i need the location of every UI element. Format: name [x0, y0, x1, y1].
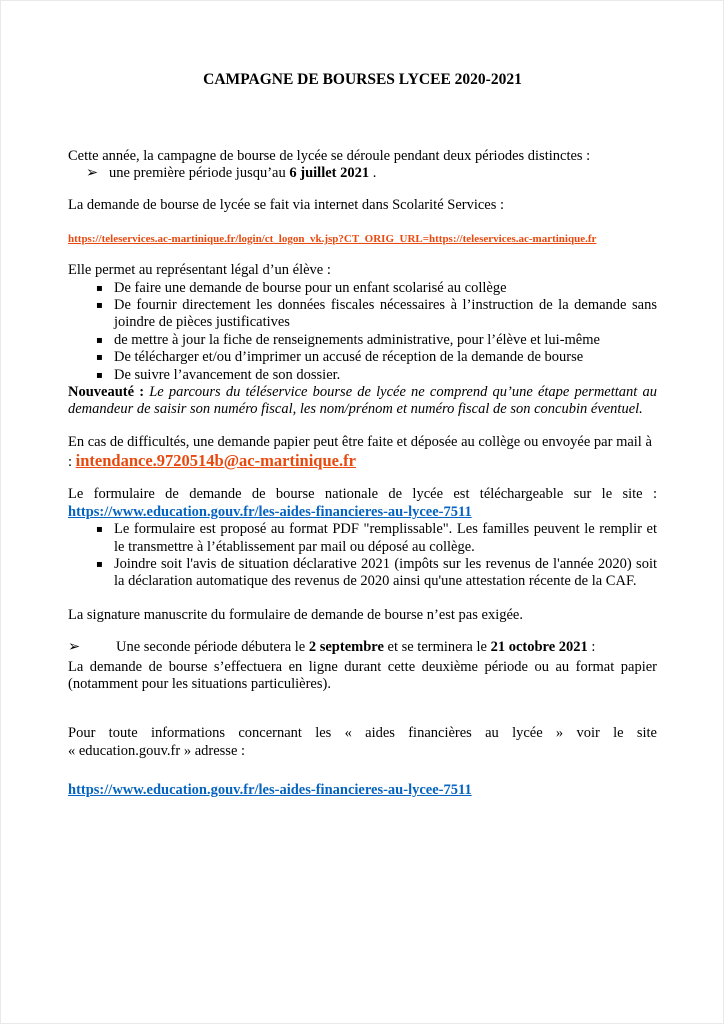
period2-text — [116, 639, 595, 656]
square-bullet-icon: ▪ — [96, 369, 103, 381]
bullet-list-1 — [68, 280, 657, 384]
list-item — [68, 367, 657, 384]
square-bullet-icon: ▪ — [96, 352, 103, 364]
arrow-bullet-icon: ➢ — [86, 164, 99, 181]
contact-paragraph — [68, 434, 657, 472]
bullet-text: De suivre l’avancement de son dossier. — [114, 366, 341, 383]
list-item — [68, 297, 657, 332]
teleservices-link-line — [68, 230, 657, 247]
list-item — [68, 280, 657, 297]
square-bullet-icon: ▪ — [96, 559, 103, 571]
document-title: CAMPAGNE DE BOURSES LYCEE 2020-2021 — [203, 71, 522, 88]
infos-paragraph — [68, 725, 657, 760]
bullet-text: de mettre à jour la fiche de renseignements administrative, pour l’élève et lui-même — [114, 331, 600, 348]
list-item — [68, 349, 657, 366]
education-link-1[interactable]: https://www.education.gouv.fr/les-aides-financieres-au-lycee-7511 — [68, 503, 472, 520]
bullet-text: Joindre soit l'avis de situation déclarative 2021 (impôts sur les revenus de l'année 2020) soit la déclaration automatique des revenus de 2020 ainsi qu'une attestation récente de la CAF. — [114, 556, 657, 590]
email-link[interactable]: intendance.9720514b@ac-martinique.fr — [75, 451, 356, 471]
formulaire-paragraph — [68, 486, 657, 521]
bullet-text: De fournir directement les données fiscales nécessaires à l’instruction de la demande sans joindre de pièces justificatives — [114, 296, 657, 331]
education-link-2[interactable]: https://www.education.gouv.fr/les-aides-financieres-au-lycee-7511 — [68, 782, 472, 799]
nouveaute-paragraph — [68, 384, 657, 419]
bullet-text: De faire une demande de bourse pour un enfant scolarisé au collège — [114, 279, 507, 296]
education-link-2-line — [68, 782, 657, 799]
period2-end-date: 21 octobre 2021 — [490, 639, 588, 656]
text-run: une première période jusqu’au — [109, 164, 290, 181]
bullet-text: De télécharger et/ou d’imprimer un accusé de réception de la demande de bourse — [114, 349, 584, 366]
square-bullet-icon: ▪ — [96, 282, 103, 294]
bullet-list-2 — [68, 521, 657, 591]
infos-line2: « education.gouv.fr » adresse : — [68, 742, 246, 759]
list-item — [68, 521, 657, 556]
infos-line1: Pour toute informations concernant les « aides financières au lycée » voir le site — [68, 725, 657, 742]
formulaire-text: Le formulaire de demande de bourse nationale de lycée est téléchargeable sur le site : — [68, 486, 657, 503]
text-run: . — [369, 164, 377, 181]
list-item — [68, 556, 657, 591]
arrow-bullet-icon: ➢ — [68, 639, 81, 656]
contact-text: En cas de difficultés, une demande papier peut être faite et déposée au collège ou envoyée par mail à : — [68, 433, 652, 471]
period1-date: 6 juillet 2021 — [289, 164, 370, 181]
period1-text — [109, 165, 376, 182]
text-run: Une seconde période débutera le — [116, 639, 309, 656]
square-bullet-icon: ▪ — [96, 299, 103, 311]
teleservices-link[interactable]: https://teleservices.ac-martinique.fr/login/ct_logon_vk.jsp?CT_ORIG_URL=https://teleservices.ac-martinique.fr — [68, 232, 597, 245]
period2-item — [68, 639, 657, 656]
permet-paragraph: Elle permet au représentant légal d’un élève : — [68, 262, 331, 279]
period2-start-date: 2 septembre — [308, 639, 384, 656]
square-bullet-icon: ▪ — [96, 524, 103, 536]
text-run: et se terminera le — [383, 639, 491, 656]
intro-paragraph: Cette année, la campagne de bourse de lycée se déroule pendant deux périodes distinctes : — [68, 147, 591, 164]
square-bullet-icon: ▪ — [96, 334, 103, 346]
signature-paragraph: La signature manuscrite du formulaire de demande de bourse n’est pas exigée. — [68, 606, 523, 623]
nouveaute-label: Nouveauté : — [68, 383, 150, 400]
period1-item — [68, 165, 657, 182]
text-run: : — [587, 639, 596, 656]
period2-detail-paragraph — [68, 659, 657, 694]
period2-detail-line2: (notamment pour les situations particulières). — [68, 675, 331, 692]
bullet-text: Le formulaire est proposé au format PDF "remplissable". Les familles peuvent le remplir et le transmettre à l’établissement par mail ou déposé au collège. — [114, 521, 657, 555]
demande-paragraph: La demande de bourse de lycée se fait via internet dans Scolarité Services : — [68, 197, 505, 214]
period2-detail-line1: La demande de bourse s’effectuera en ligne durant cette deuxième période ou au format papier — [68, 658, 657, 675]
list-item — [68, 332, 657, 349]
nouveaute-text: Le parcours du téléservice bourse de lycée ne comprend qu’une étape permettant au demandeur de saisir son numéro fiscal, les nom/prénom et numéro fiscal de son concubin éventuel. — [68, 383, 657, 418]
